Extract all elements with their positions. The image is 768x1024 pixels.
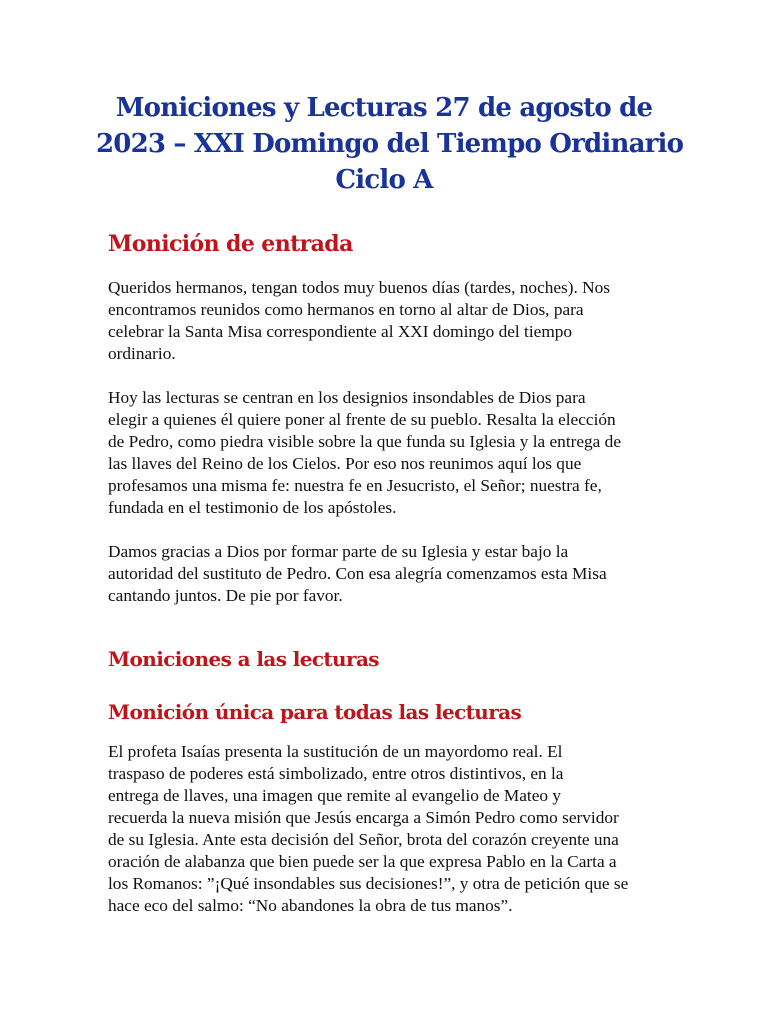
text-line: ordinario.	[108, 344, 176, 363]
text-line: fundada en el testimonio de los apóstoles.	[108, 498, 397, 517]
heading-monicion-entrada: Monición de entrada	[108, 231, 353, 257]
text-line: profesamos una misma fe: nuestra fe en Jesucristo, el Señor; nuestra fe,	[108, 476, 602, 495]
text-line: encontramos reunidos como hermanos en torno al altar de Dios, para	[108, 300, 584, 319]
paragraph-entrada-2	[108, 387, 668, 519]
text-line: hace eco del salmo: “No abandones la obra de tus manos”.	[108, 896, 513, 915]
paragraph-lecturas-1	[108, 741, 668, 917]
text-line: Queridos hermanos, tengan todos muy buenos días (tardes, noches). Nos	[108, 278, 611, 297]
text-line: de Pedro, como piedra visible sobre la que funda su Iglesia y la entrega de	[108, 432, 621, 451]
text-line: los Romanos: ”¡Qué insondables sus decisiones!”, y otra de petición que se	[108, 874, 629, 893]
document-title	[96, 90, 684, 198]
text-line: de su Iglesia. Ante esta decisión del Señor, brota del corazón creyente una	[108, 830, 619, 849]
title-line: 2023 – XXI Domingo del Tiempo Ordinario	[96, 129, 684, 159]
text-line: Damos gracias a Dios por formar parte de su Iglesia y estar bajo la	[108, 542, 569, 561]
text-line: entrega de llaves, una imagen que remite al evangelio de Mateo y	[108, 786, 561, 805]
text-line: las llaves del Reino de los Cielos. Por eso nos reunimos aquí los que	[108, 454, 582, 473]
paragraph-entrada-3	[108, 541, 668, 607]
text-line: autoridad del sustituto de Pedro. Con esa alegría comenzamos esta Misa	[108, 564, 607, 583]
text-line: celebrar la Santa Misa correspondiente al XXI domingo del tiempo	[108, 322, 573, 341]
text-line: elegir a quienes él quiere poner al frente de su pueblo. Resalta la elección	[108, 410, 616, 429]
text-line: Hoy las lecturas se centran en los designios insondables de Dios para	[108, 388, 586, 407]
title-line: Moniciones y Lecturas 27 de agosto de	[115, 93, 653, 123]
text-line: recuerda la nueva misión que Jesús encarga a Simón Pedro como servidor	[108, 808, 619, 827]
paragraph-entrada-1	[108, 277, 668, 365]
title-line: Ciclo A	[335, 165, 433, 195]
text-line: traspaso de poderes está simbolizado, entre otros distintivos, en la	[108, 764, 564, 783]
heading-monicion-unica: Monición única para todas las lecturas	[108, 700, 522, 724]
text-line: El profeta Isaías presenta la sustitución de un mayordomo real. El	[108, 742, 563, 761]
text-line: cantando juntos. De pie por favor.	[108, 586, 343, 605]
heading-moniciones-lecturas: Moniciones a las lecturas	[108, 647, 379, 671]
text-line: oración de alabanza que bien puede ser la que expresa Pablo en la Carta a	[108, 852, 617, 871]
